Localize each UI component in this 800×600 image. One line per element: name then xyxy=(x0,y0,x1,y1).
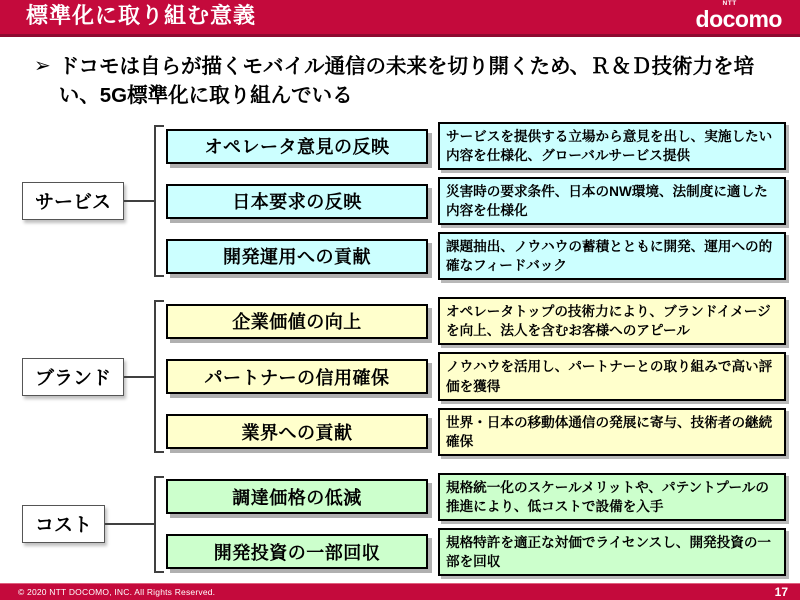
item-description: 課題抽出、ノウハウの蓄積とともに開発、運用への的確なフィードバック xyxy=(438,232,786,280)
category-label-area xyxy=(14,473,164,576)
header-bar xyxy=(0,0,800,37)
bullet-arrow-icon: ➢ xyxy=(34,55,51,77)
category-group xyxy=(14,297,786,455)
footer-bar xyxy=(0,583,800,600)
connector-line xyxy=(124,376,154,378)
benefit-item xyxy=(166,473,786,521)
groups xyxy=(0,122,800,576)
item-heading: 開発投資の一部回収 xyxy=(166,534,428,569)
item-description: 世界・日本の移動体通信の発展に寄与、技術者の継続確保 xyxy=(438,408,786,456)
category-label: ブランド xyxy=(22,358,124,396)
item-description: 規格特許を適正な対価でライセンスし、開発投資の一部を回収 xyxy=(438,528,786,576)
item-heading: 調達価格の低減 xyxy=(166,479,428,514)
item-description: オペレータトップの技術力により、ブランドイメージを向上、法人を含むお客様へのアピール xyxy=(438,297,786,345)
bracket-line xyxy=(154,476,164,573)
item-heading: パートナーの信用確保 xyxy=(166,359,428,394)
item-heading: オペレータ意見の反映 xyxy=(166,129,428,164)
copyright-text: © 2020 NTT DOCOMO, INC. All Rights Reserved. xyxy=(18,587,216,597)
item-description: 災害時の要求条件、日本のNW環境、法制度に適した内容を仕様化 xyxy=(438,177,786,225)
bracket-line xyxy=(154,125,164,277)
item-heading: 開発運用への貢献 xyxy=(166,239,428,274)
benefit-item xyxy=(166,352,786,400)
item-heading: 企業価値の向上 xyxy=(166,304,428,339)
docomo-logo-text: docomo xyxy=(695,5,782,32)
ntt-logo-text: NTT xyxy=(722,0,737,7)
category-label: サービス xyxy=(22,182,124,220)
connector-line xyxy=(124,200,154,202)
benefit-item xyxy=(166,528,786,576)
group-items xyxy=(166,473,786,576)
page-number: 17 xyxy=(774,585,788,599)
item-description: 規格統一化のスケールメリットや、パテントプールの推進により、低コストで設備を入手 xyxy=(438,473,786,521)
category-label-area xyxy=(14,297,164,455)
group-items xyxy=(166,297,786,455)
benefit-item xyxy=(166,122,786,170)
item-description: サービスを提供する立場から意見を出し、実施したい内容を仕様化、グローバルサービス提供 xyxy=(438,122,786,170)
page-title: 標準化に取り組む意義 xyxy=(26,3,257,28)
category-label-area xyxy=(14,122,164,280)
benefit-item xyxy=(166,408,786,456)
item-heading: 日本要求の反映 xyxy=(166,184,428,219)
benefit-item xyxy=(166,177,786,225)
item-heading: 業界への貢献 xyxy=(166,414,428,449)
benefit-item xyxy=(166,297,786,345)
item-description: ノウハウを活用し、パートナーとの取り組みで高い評価を獲得 xyxy=(438,352,786,400)
intro-statement xyxy=(34,52,774,110)
benefit-item xyxy=(166,232,786,280)
category-label: コスト xyxy=(22,505,105,543)
group-items xyxy=(166,122,786,280)
intro-text: ドコモは自らが描くモバイル通信の未来を切り開くため、Ｒ＆Ｄ技術力を培い、5G標準化に取り組んでいる xyxy=(58,55,755,108)
category-group xyxy=(14,122,786,280)
connector-line xyxy=(105,523,154,525)
category-group xyxy=(14,473,786,576)
docomo-logo xyxy=(695,0,782,32)
bracket-line xyxy=(154,300,164,452)
